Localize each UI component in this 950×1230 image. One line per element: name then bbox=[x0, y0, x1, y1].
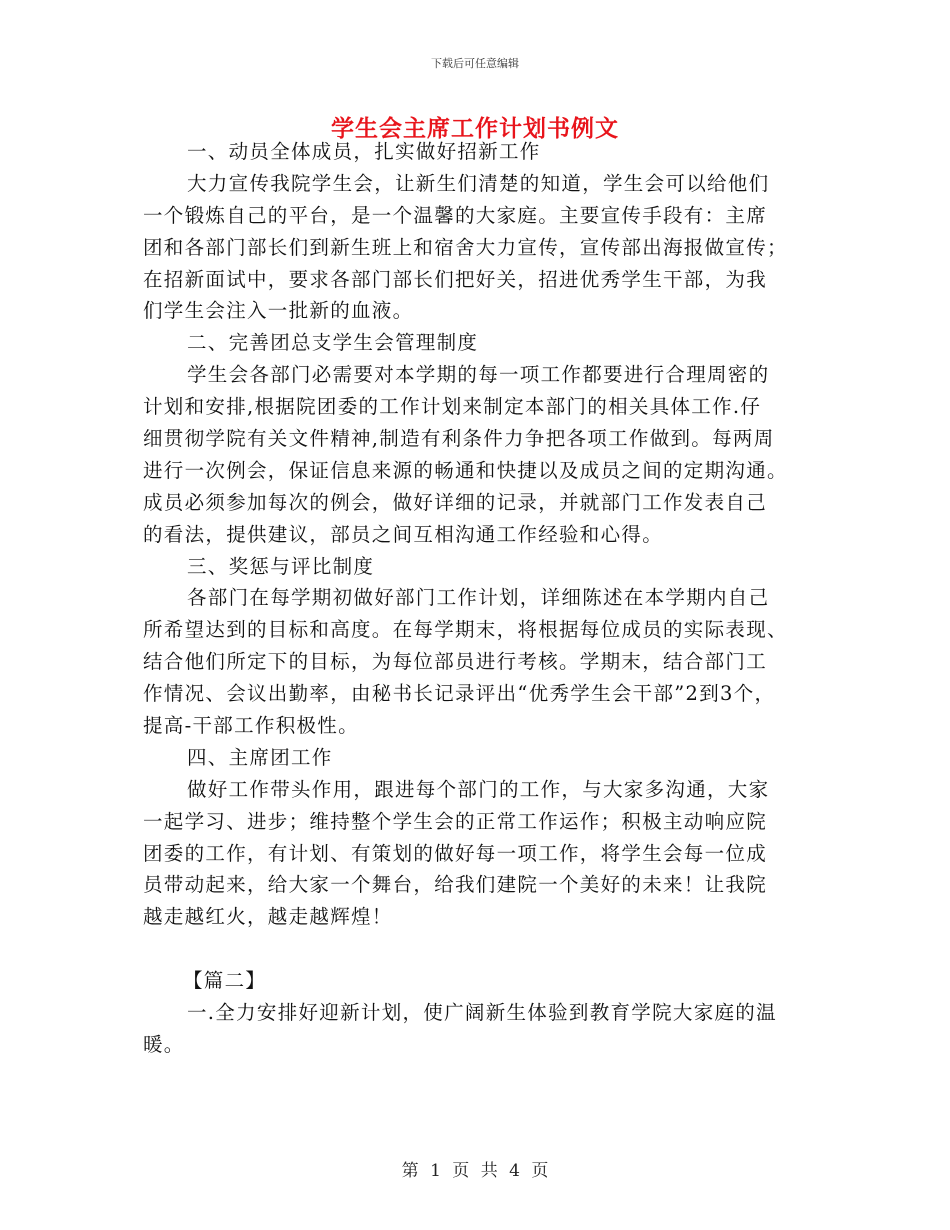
paragraph-line: 一个锻炼自己的平台，是一个温馨的大家庭。主要宣传手段有：主席 bbox=[143, 203, 768, 227]
header-note: 下载后可任意编辑 bbox=[431, 57, 519, 70]
paragraph-line: 越走越红火，越走越辉煌！ bbox=[143, 905, 393, 929]
paragraph-line: 一.全力安排好迎新计划，使广阔新生体验到教育学院大家庭的温 bbox=[187, 1001, 777, 1025]
section-heading-3: 三、奖惩与评比制度 bbox=[187, 554, 375, 578]
paragraph-line: 在招新面试中，要求各部门部长们把好关，招进优秀学生干部，为我 bbox=[143, 267, 768, 291]
paragraph-line: 提高-干部工作积极性。 bbox=[143, 714, 359, 738]
paragraph-line: 作情况、会议出勤率，由秘书长记录评出“优秀学生会干部”2到3个， bbox=[143, 682, 776, 706]
paragraph-line: 一起学习、进步；维持整个学生会的正常工作运作；积极主动响应院 bbox=[143, 809, 768, 833]
document-body bbox=[143, 136, 823, 1061]
paragraph-line: 员带动起来，给大家一个舞台，给我们建院一个美好的未来！让我院 bbox=[143, 873, 768, 897]
paragraph-line: 结合他们所定下的目标，为每位部员进行考核。学期末，结合部门工 bbox=[143, 650, 768, 674]
paragraph-line: 成员必须参加每次的例会，做好详细的记录，并就部门工作发表自己 bbox=[143, 490, 768, 514]
paragraph-line: 进行一次例会，保证信息来源的畅通和快捷以及成员之间的定期沟通。 bbox=[143, 458, 788, 482]
paragraph-line: 的看法，提供建议，部员之间互相沟通工作经验和心得。 bbox=[143, 522, 664, 546]
paragraph-line: 细贯彻学院有关文件精神,制造有利条件力争把各项工作做到。每两周 bbox=[143, 427, 775, 451]
page-footer: 第 1 页 共 4 页 bbox=[401, 1161, 549, 1181]
paragraph-line: 暖。 bbox=[143, 1032, 185, 1056]
paragraph-line: 大力宣传我院学生会，让新生们清楚的知道，学生会可以给他们 bbox=[187, 171, 770, 195]
paragraph-line: 学生会各部门必需要对本学期的每一项工作都要进行合理周密的 bbox=[187, 363, 770, 387]
blank-line bbox=[143, 933, 823, 965]
section-heading-4: 四、主席团工作 bbox=[187, 745, 333, 769]
document-title: 学生会主席工作计划书例文 bbox=[331, 115, 619, 142]
paragraph-line: 所希望达到的目标和高度。在每学期末，将根据每位成员的实际表现、 bbox=[143, 618, 788, 642]
section-heading-1: 一、动员全体成员，扎实做好招新工作 bbox=[187, 140, 541, 163]
paragraph-line: 计划和安排,根据院团委的工作计划来制定本部门的相关具体工作.仔 bbox=[143, 395, 762, 419]
section-label-part-two: 【篇二】 bbox=[183, 969, 267, 993]
section-heading-2: 二、完善团总支学生会管理制度 bbox=[187, 331, 479, 355]
paragraph-line: 各部门在每学期初做好部门工作计划，详细陈述在本学期内自己 bbox=[187, 586, 770, 610]
paragraph-line: 们学生会注入一批新的血液。 bbox=[143, 299, 414, 323]
paragraph-line: 做好工作带头作用，跟进每个部门的工作，与大家多沟通，大家 bbox=[187, 777, 770, 801]
paragraph-line: 团委的工作，有计划、有策划的做好每一项工作，将学生会每一位成 bbox=[143, 841, 768, 865]
paragraph-line: 团和各部门部长们到新生班上和宿舍大力宣传，宣传部出海报做宣传； bbox=[143, 235, 788, 259]
